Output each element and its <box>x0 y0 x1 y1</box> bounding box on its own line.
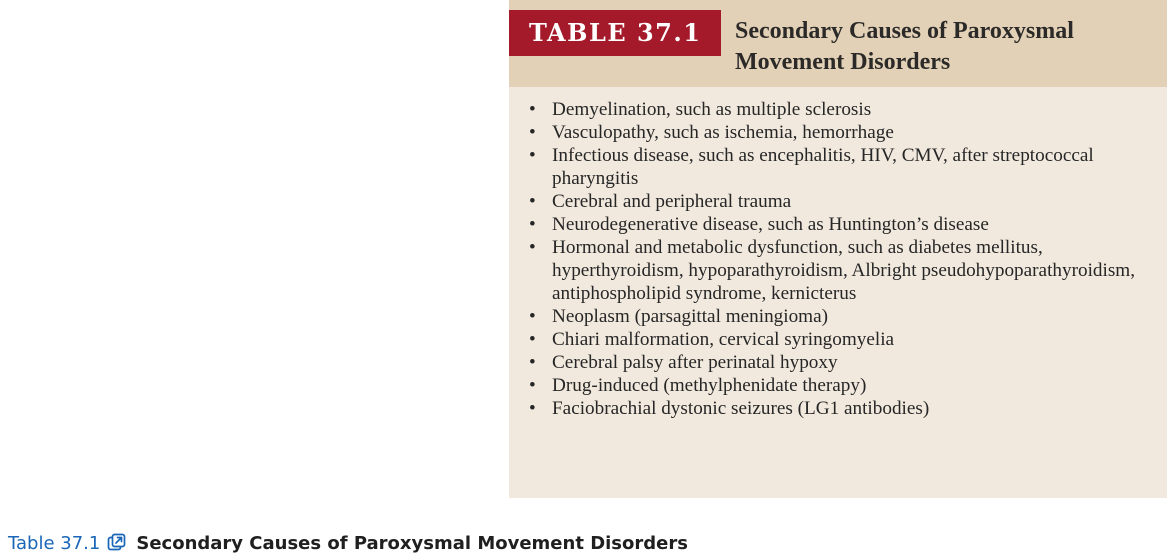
list-item-text: Faciobrachial dystonic seizures (LG1 antibodies) <box>552 398 930 419</box>
list-item-text: Neurodegenerative disease, such as Huntington’s disease <box>552 214 989 235</box>
list-item <box>525 305 1153 328</box>
list-item <box>525 328 1153 351</box>
table-number-badge: TABLE 37.1 <box>509 10 721 56</box>
table-caption <box>8 530 688 556</box>
list-item <box>525 190 1153 213</box>
bullet: • <box>529 145 536 166</box>
bullet: • <box>529 398 536 419</box>
list-item <box>525 144 1153 190</box>
caption-table-number-link[interactable]: Table 37.1 <box>8 532 101 554</box>
list-item-text: Infectious disease, such as encephalitis, HIV, CMV, after streptococcal pharyngitis <box>552 145 1094 189</box>
table-header <box>509 0 1167 87</box>
list-item-text: Cerebral palsy after perinatal hypoxy <box>552 352 838 373</box>
list-item <box>525 397 1153 420</box>
bullet: • <box>529 191 536 212</box>
list-item-text: Hormonal and metabolic dysfunction, such as diabetes mellitus, hyperthyroidism, hypoparathyroidism, Albright pseudohypoparathyroidism, antiphospholipid syndrome, kernicterus <box>552 237 1136 304</box>
list-item <box>525 236 1153 305</box>
list-item <box>525 374 1153 397</box>
list-item <box>525 213 1153 236</box>
bullet: • <box>529 214 536 235</box>
bullet: • <box>529 306 536 327</box>
list-item <box>525 121 1153 144</box>
external-link-icon[interactable] <box>106 533 126 553</box>
list-item-text: Vasculopathy, such as ischemia, hemorrhage <box>552 122 894 143</box>
caption-title: Secondary Causes of Paroxysmal Movement Disorders <box>136 532 688 554</box>
cause-list <box>525 98 1153 420</box>
list-item-text: Demyelination, such as multiple sclerosis <box>552 99 872 120</box>
list-item-text: Drug-induced (methylphenidate therapy) <box>552 375 867 396</box>
list-item <box>525 351 1153 374</box>
list-item <box>525 98 1153 121</box>
list-item-text: Neoplasm (parsagittal meningioma) <box>552 306 829 327</box>
bullet: • <box>529 375 536 396</box>
bullet: • <box>529 352 536 373</box>
list-item-text: Chiari malformation, cervical syringomyelia <box>552 329 895 350</box>
table-title: Secondary Causes of Paroxysmal Movement Disorders <box>735 18 1074 75</box>
bullet: • <box>529 237 536 258</box>
bullet: • <box>529 122 536 143</box>
table-figure <box>509 0 1167 498</box>
list-item-text: Cerebral and peripheral trauma <box>552 191 792 212</box>
bullet: • <box>529 99 536 120</box>
bullet: • <box>529 329 536 350</box>
